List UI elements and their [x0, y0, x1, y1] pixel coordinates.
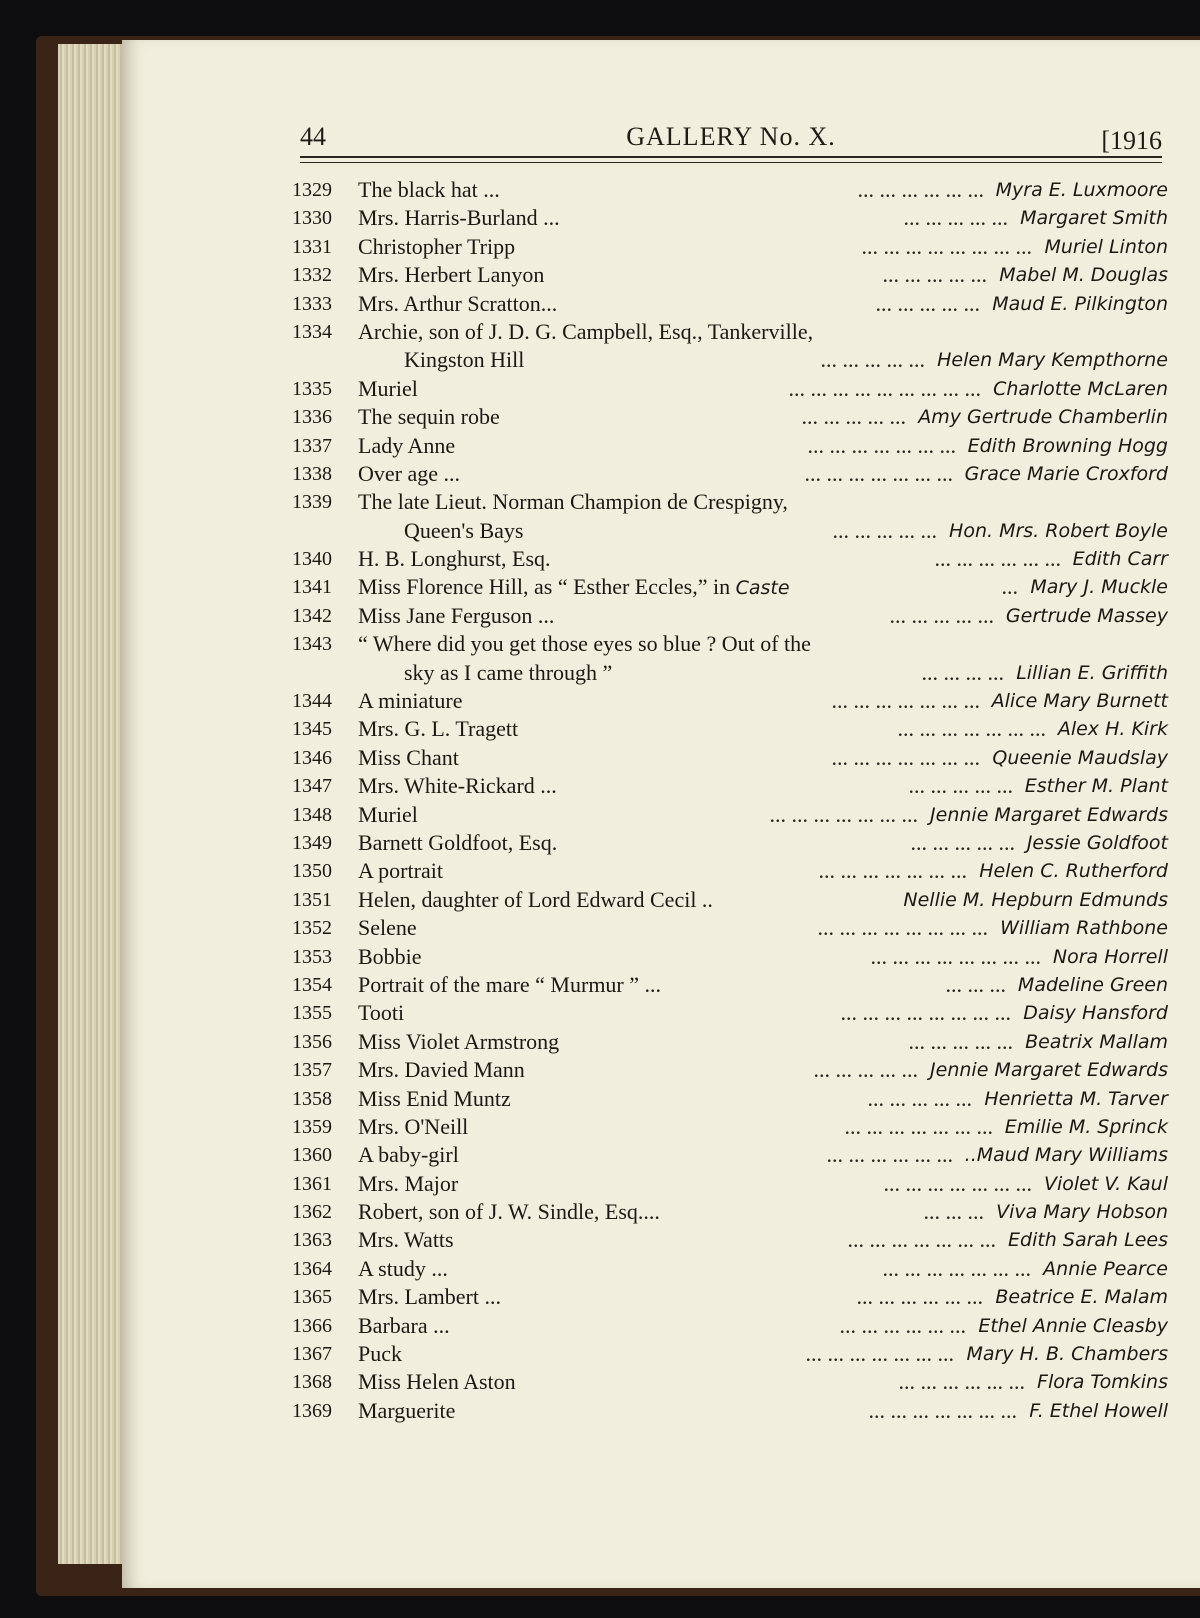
artist-name: Mary H. B. Chambers — [966, 1343, 1168, 1366]
entry-title-text: Mrs. White-Rickard ... — [358, 773, 557, 799]
artist-name: Nellie M. Hepburn Edmunds — [903, 888, 1168, 911]
entry-title — [358, 999, 404, 1027]
artist-name: Edith Sarah Lees — [1008, 1229, 1168, 1252]
entry-title — [358, 1056, 525, 1084]
artist-name: Edith Carr — [1072, 548, 1168, 571]
leader-dots: ... ... ... ... ... — [910, 829, 1015, 855]
entry-title — [358, 744, 459, 772]
entry-title-text: Mrs. Herbert Lanyon — [358, 262, 545, 288]
entry-title — [358, 1141, 459, 1169]
artist-name: Maud E. Pilkington — [992, 292, 1168, 315]
entry-title — [358, 971, 661, 999]
leader-dots: ... ... ... ... ... ... ... ... — [861, 233, 1032, 259]
entry-title-text: Mrs. Davied Mann — [358, 1057, 525, 1083]
entry-title — [358, 857, 443, 885]
artist-name: Lillian E. Griffith — [1016, 661, 1168, 684]
leader-dots: ... ... ... ... ... ... ... — [844, 1113, 993, 1139]
catalogue-entry — [292, 1056, 1168, 1084]
entry-title-text: Queen's Bays — [404, 517, 524, 543]
leader-dots: ... ... ... ... ... ... ... — [882, 1255, 1031, 1281]
entry-title-text: Mrs. O'Neill — [358, 1113, 469, 1139]
entry-title-text: Mrs. Arthur Scratton... — [358, 290, 558, 316]
entry-title-text: “ Where did you get those eyes so blue ? Out of the — [358, 631, 811, 657]
entry-title — [358, 1340, 402, 1368]
entry-title — [358, 1085, 511, 1113]
leader-dots: ... ... ... ... ... — [882, 262, 987, 288]
entry-number: 1342 — [292, 604, 332, 627]
leader-dots: ... ... ... ... ... — [867, 1085, 972, 1111]
artist-name: Annie Pearce — [1043, 1257, 1168, 1280]
entry-title-text: Miss Violet Armstrong — [358, 1028, 560, 1054]
leader-dots: ... ... ... ... ... ... ... — [897, 716, 1046, 742]
entry-number: 1363 — [292, 1229, 332, 1252]
catalogue-entry — [292, 460, 1168, 488]
entry-number: 1360 — [292, 1144, 332, 1167]
catalogue-entry — [292, 1028, 1168, 1056]
leader-dots: ... ... ... ... ... — [813, 1057, 918, 1083]
catalogue-entry — [292, 829, 1168, 857]
entry-number: 1334 — [292, 320, 332, 343]
entry-title-text: Archie, son of J. D. G. Campbell, Esq., Tankerville, — [358, 318, 814, 344]
entry-title-text: Robert, son of J. W. Sindle, Esq.... — [358, 1199, 660, 1225]
entry-title — [358, 176, 500, 204]
entry-title-text: Miss Florence Hill, as “ Esther Eccles,” in — [358, 574, 731, 600]
entry-title-text: Mrs. Major — [358, 1170, 459, 1196]
artist-name: Hon. Mrs. Robert Boyle — [949, 519, 1168, 542]
entry-title-text: Selene — [358, 915, 417, 941]
page-number: 44 — [300, 122, 326, 151]
entry-title-text: Lady Anne — [358, 432, 456, 458]
artist-name: Ethel Annie Cleasby — [978, 1314, 1168, 1337]
catalogue-entry — [292, 261, 1168, 289]
artist-name: Flora Tomkins — [1037, 1371, 1168, 1394]
entry-number: 1352 — [292, 917, 332, 940]
entry-title-text: Tooti — [358, 1000, 405, 1026]
leader-dots: ... ... ... ... ... — [801, 404, 906, 430]
year-label: [1916 — [1101, 126, 1162, 155]
entry-title — [358, 914, 417, 942]
artist-name: Gertrude Massey — [1005, 604, 1168, 627]
entry-number: 1357 — [292, 1059, 332, 1082]
leader-dots: ... ... ... ... ... ... ... — [847, 1227, 996, 1253]
entry-title-text: Miss Enid Muntz — [358, 1085, 511, 1111]
catalogue-entry — [292, 375, 1168, 403]
entry-number: 1355 — [292, 1002, 332, 1025]
entry-number: 1369 — [292, 1399, 332, 1422]
leader-dots: ... ... ... ... ... ... — [839, 1312, 966, 1338]
catalogue-entry — [292, 772, 1168, 800]
entry-title — [404, 346, 524, 374]
catalogue-entry — [292, 1198, 1168, 1226]
leader-dots: ... ... ... ... ... ... — [856, 1284, 983, 1310]
leader-dots: ... ... ... ... ... — [903, 205, 1008, 231]
entry-title — [358, 460, 460, 488]
entry-title-text: Barnett Goldfoot, Esq. — [358, 829, 558, 855]
leader-dots: ... ... ... ... ... ... ... ... — [870, 943, 1041, 969]
catalogue-entry — [292, 914, 1168, 942]
entry-title-text: H. B. Longhurst, Esq. — [358, 546, 551, 572]
artist-name: Myra E. Luxmoore — [995, 179, 1168, 201]
artist-name: Beatrice E. Malam — [995, 1286, 1168, 1309]
entry-title — [358, 801, 418, 829]
entry-number: 1329 — [292, 179, 332, 201]
artist-name: Mabel M. Douglas — [999, 264, 1168, 287]
artist-name: Emilie M. Sprinck — [1004, 1115, 1168, 1138]
catalogue-entry — [292, 403, 1168, 431]
leader-dots: ... ... ... ... ... ... ... ... — [840, 1000, 1011, 1026]
catalogue-entry — [292, 971, 1168, 999]
entry-number: 1348 — [292, 803, 332, 826]
entry-title — [358, 715, 518, 743]
entry-title-text: A baby-girl — [358, 1142, 459, 1168]
artist-name: Henrietta M. Tarver — [984, 1087, 1168, 1110]
entry-number: 1353 — [292, 945, 332, 968]
catalogue-entry — [292, 204, 1168, 232]
page-title: GALLERY No. X. — [626, 122, 836, 151]
catalogue-entry — [292, 1141, 1168, 1169]
catalogue-entry — [292, 1085, 1168, 1113]
artist-name: Jennie Margaret Edwards — [930, 1059, 1168, 1082]
catalogue-entry — [292, 517, 1168, 545]
header-rule-thick — [300, 156, 1162, 158]
catalogue-entry — [292, 346, 1168, 374]
leader-dots: ... ... ... ... ... — [908, 773, 1013, 799]
entry-title — [358, 375, 418, 403]
catalogue-entry — [292, 999, 1168, 1027]
catalogue-entry — [292, 1368, 1168, 1396]
entry-title-text: A study ... — [358, 1255, 448, 1281]
catalogue-entry — [292, 744, 1168, 772]
entry-title-text: Helen, daughter of Lord Edward Cecil .. — [358, 886, 713, 912]
artist-name: William Rathbone — [1000, 917, 1168, 940]
leader-dots: ... ... ... ... ... ... — [934, 546, 1061, 572]
leader-dots: ... ... ... ... ... ... ... ... — [817, 915, 988, 941]
artist-name: Charlotte McLaren — [993, 377, 1168, 400]
entry-title — [358, 772, 557, 800]
entry-title-text: Mrs. Watts — [358, 1227, 454, 1253]
entry-number: 1347 — [292, 775, 332, 798]
leader-dots: ... ... ... ... ... ... ... ... ... — [788, 375, 981, 401]
catalogue-entries — [292, 176, 1168, 1425]
entry-number: 1367 — [292, 1343, 332, 1366]
leader-dots: ... ... ... ... ... — [889, 602, 994, 628]
entry-title-text: The sequin robe — [358, 404, 500, 430]
leader-dots: ... ... ... ... ... ... ... — [818, 858, 967, 884]
catalogue-entry — [292, 176, 1168, 204]
artist-name: F. Ethel Howell — [1029, 1399, 1168, 1422]
catalogue-entry — [292, 290, 1168, 318]
artist-name: Esther M. Plant — [1024, 775, 1168, 798]
entry-number: 1336 — [292, 406, 332, 429]
entry-title-text: A miniature — [358, 688, 463, 714]
catalogue-entry — [292, 659, 1168, 687]
entry-number: 1345 — [292, 718, 332, 741]
leader-dots: ... ... ... — [923, 1199, 984, 1225]
entry-title — [358, 1312, 450, 1340]
entry-title — [358, 1198, 660, 1226]
entry-number: 1350 — [292, 860, 332, 883]
entry-title — [358, 573, 790, 602]
entry-title — [358, 1283, 501, 1311]
entry-number: 1338 — [292, 462, 332, 485]
artist-name: Helen C. Rutherford — [979, 860, 1168, 883]
catalogue-entry — [292, 432, 1168, 460]
catalogue-entry — [292, 1312, 1168, 1340]
leader-dots: ... ... ... ... ... ... ... — [831, 688, 980, 714]
artist-name: Helen Mary Kempthorne — [937, 349, 1168, 372]
artist-name: Jennie Margaret Edwards — [930, 803, 1168, 826]
catalogue-entry — [292, 573, 1168, 601]
entry-title — [358, 886, 713, 914]
entry-title-text: Mrs. Harris-Burland ... — [358, 205, 560, 231]
entry-number: 1341 — [292, 576, 332, 599]
entry-number: 1358 — [292, 1087, 332, 1110]
artist-name: Alice Mary Burnett — [991, 690, 1168, 713]
catalogue-entry — [292, 1255, 1168, 1283]
leader-dots: ... ... ... ... ... — [832, 517, 937, 543]
leader-dots: ... ... ... ... ... — [820, 347, 925, 373]
catalogue-entry — [292, 1113, 1168, 1141]
entry-number: 1335 — [292, 377, 332, 400]
artist-name: Madeline Green — [1017, 973, 1168, 996]
entry-title — [358, 318, 813, 346]
entry-title-text: Barbara ... — [358, 1312, 450, 1338]
artist-name: Jessie Goldfoot — [1026, 831, 1168, 854]
entry-title-text: Christopher Tripp — [358, 233, 516, 259]
leader-dots: ... ... ... ... ... ... ... — [883, 1170, 1032, 1196]
entry-number: 1361 — [292, 1172, 332, 1195]
entry-title — [358, 630, 811, 658]
entry-title-italic: Caste — [735, 577, 790, 600]
page-header — [300, 118, 1162, 158]
catalogue-entry — [292, 801, 1168, 829]
catalogue-entry — [292, 687, 1168, 715]
artist-name: ..Maud Mary Williams — [964, 1144, 1168, 1167]
artist-name: Amy Gertrude Chamberlin — [918, 406, 1168, 429]
catalogue-entry — [292, 602, 1168, 630]
leader-dots: ... ... ... ... ... ... ... — [805, 1341, 954, 1367]
catalogue-entry — [292, 545, 1168, 573]
entry-number: 1359 — [292, 1115, 332, 1138]
artist-name: Alex H. Kirk — [1057, 718, 1168, 741]
artist-name: Edith Browning Hogg — [967, 434, 1168, 457]
artist-name: Viva Mary Hobson — [996, 1201, 1168, 1224]
catalogue-entry — [292, 233, 1168, 261]
leader-dots: ... ... ... ... ... ... ... — [804, 460, 953, 486]
entry-number: 1339 — [292, 491, 332, 514]
entry-title — [358, 233, 515, 261]
entry-title — [358, 1113, 468, 1141]
entry-title — [404, 659, 612, 687]
entry-title-text: Bobbie — [358, 943, 422, 969]
entry-title — [358, 1397, 455, 1425]
entry-title-text: Marguerite — [358, 1397, 456, 1423]
leader-dots: ... ... ... ... ... ... — [857, 177, 984, 202]
catalogue-entry — [292, 715, 1168, 743]
catalogue-entry — [292, 1397, 1168, 1425]
entry-title-text: The black hat ... — [358, 177, 500, 202]
entry-title — [358, 403, 500, 431]
artist-name: Mary J. Muckle — [1030, 576, 1168, 599]
artist-name: Nora Horrell — [1052, 945, 1168, 968]
entry-title — [358, 602, 554, 630]
entry-number: 1344 — [292, 690, 332, 713]
entry-number: 1365 — [292, 1286, 332, 1309]
entry-title — [404, 517, 523, 545]
entry-title-text: The late Lieut. Norman Champion de Crespigny, — [358, 489, 788, 515]
entry-number: 1330 — [292, 207, 332, 230]
catalogue-entry — [292, 488, 1168, 516]
artist-name: Beatrix Mallam — [1025, 1030, 1168, 1053]
entry-number: 1364 — [292, 1257, 332, 1280]
catalogue-entry — [292, 857, 1168, 885]
entry-number: 1351 — [292, 888, 332, 911]
entry-number: 1356 — [292, 1030, 332, 1053]
entry-number: 1368 — [292, 1371, 332, 1394]
artist-name: Queenie Maudslay — [992, 746, 1168, 769]
entry-title — [358, 1255, 448, 1283]
leader-dots: ... ... ... ... ... ... — [898, 1369, 1025, 1395]
entry-title-text: A portrait — [358, 858, 443, 884]
entry-title — [358, 687, 462, 715]
catalogue-entry — [292, 630, 1168, 658]
entry-title — [358, 488, 788, 516]
entry-title — [358, 545, 551, 573]
catalogue-entry — [292, 1226, 1168, 1254]
catalogue-entry — [292, 1170, 1168, 1198]
entry-number: 1332 — [292, 264, 332, 287]
entry-number: 1340 — [292, 548, 332, 571]
entry-title-text: Miss Chant — [358, 744, 459, 770]
entry-title-text: Over age ... — [358, 460, 461, 486]
entry-title — [358, 829, 557, 857]
entry-title — [358, 432, 455, 460]
leader-dots: ... ... ... ... ... ... ... — [831, 744, 980, 770]
entry-title — [358, 1028, 559, 1056]
entry-title-text: Muriel — [358, 375, 418, 401]
entry-number: 1354 — [292, 973, 332, 996]
entry-title — [358, 1368, 516, 1396]
catalogue-entry — [292, 1340, 1168, 1368]
artist-name: Grace Marie Croxford — [964, 462, 1168, 485]
leader-dots: ... — [1001, 574, 1018, 600]
leader-dots: ... ... ... ... ... — [908, 1028, 1013, 1054]
entry-number: 1331 — [292, 235, 332, 258]
entry-title-text: Kingston Hill — [404, 347, 525, 373]
leader-dots: ... ... ... ... ... ... ... — [807, 432, 956, 458]
artist-name: Violet V. Kaul — [1043, 1172, 1168, 1195]
catalogue-entry — [292, 318, 1168, 346]
leader-dots: ... ... ... ... — [921, 659, 1004, 685]
leader-dots: ... ... ... — [945, 971, 1006, 997]
entry-title-text: Puck — [358, 1341, 402, 1367]
entry-title — [358, 290, 557, 318]
artist-name: Margaret Smith — [1020, 207, 1168, 230]
leader-dots: ... ... ... ... ... — [875, 290, 980, 316]
leader-dots: ... ... ... ... ... ... — [826, 1142, 953, 1168]
leader-dots: ... ... ... ... ... ... ... — [769, 801, 918, 827]
entry-number: 1362 — [292, 1201, 332, 1224]
entry-number: 1333 — [292, 292, 332, 315]
entry-title — [358, 943, 422, 971]
entry-title-text: Muriel — [358, 801, 418, 827]
entry-title-text: Mrs. G. L. Tragett — [358, 716, 519, 742]
entry-title-text: Miss Jane Ferguson ... — [358, 602, 555, 628]
artist-name: Daisy Hansford — [1023, 1002, 1168, 1025]
artist-name: Muriel Linton — [1044, 235, 1168, 258]
entry-title-text: sky as I came through ” — [404, 659, 613, 685]
entry-number: 1343 — [292, 633, 332, 656]
entry-title-text: Portrait of the mare “ Murmur ” ... — [358, 971, 662, 997]
entry-title — [358, 261, 544, 289]
entry-number: 1346 — [292, 746, 332, 769]
entry-number: 1366 — [292, 1314, 332, 1337]
entry-number: 1337 — [292, 434, 332, 457]
entry-title-text: Miss Helen Aston — [358, 1369, 516, 1395]
header-rule-thin — [300, 162, 1162, 163]
entry-title — [358, 1170, 458, 1198]
catalogue-entry — [292, 886, 1168, 914]
catalogue-entry — [292, 943, 1168, 971]
entry-title — [358, 1226, 454, 1254]
entry-number: 1349 — [292, 831, 332, 854]
entry-title — [358, 204, 560, 232]
entry-title-text: Mrs. Lambert ... — [358, 1284, 501, 1310]
leader-dots: ... ... ... ... ... ... ... — [868, 1397, 1017, 1423]
catalogue-entry — [292, 1283, 1168, 1311]
